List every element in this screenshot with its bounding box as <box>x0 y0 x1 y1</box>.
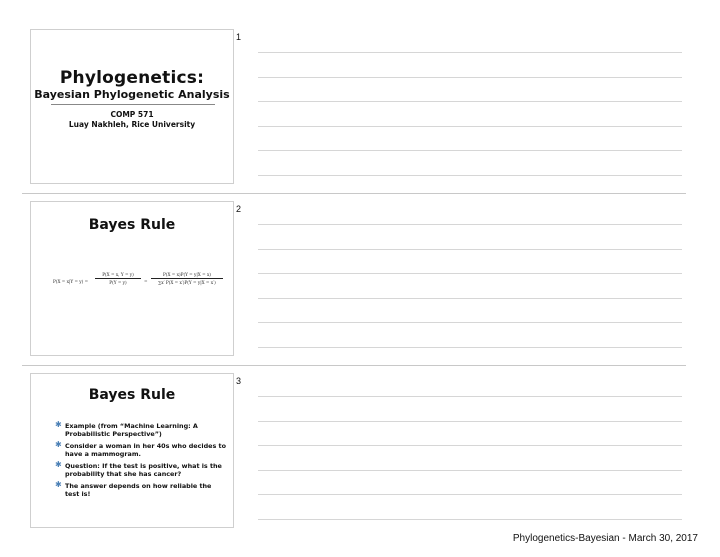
note-line <box>258 421 682 422</box>
fraction-numerator: P(X = x, Y = y) <box>102 272 134 277</box>
slide-number: 2 <box>236 204 242 214</box>
note-line <box>258 273 682 274</box>
bullet-item: ✱ Consider a woman in her 40s who decides to have a mammogram. <box>55 440 226 458</box>
course-code: COMP 571 <box>110 110 154 119</box>
note-line <box>258 52 682 53</box>
star-bullet-icon: ✱ <box>55 440 62 449</box>
slide-number: 3 <box>236 376 242 386</box>
slide-title: Bayes Rule <box>88 217 176 233</box>
formula-fraction-2 <box>151 272 223 285</box>
note-line <box>258 396 682 397</box>
note-line <box>258 126 682 127</box>
formula-fraction-1 <box>95 272 141 285</box>
slide-number: 1 <box>236 32 242 42</box>
fraction-denominator: ∑x′ P(X = x′)P(Y = y|X = x′) <box>158 280 216 285</box>
star-bullet-icon: ✱ <box>55 460 62 469</box>
note-line <box>258 445 682 446</box>
title-rule <box>51 104 215 105</box>
note-line <box>258 249 682 250</box>
note-line <box>258 470 682 471</box>
slide-block-3 <box>0 366 720 538</box>
note-line <box>258 224 682 225</box>
bullet-item: ✱ Question: If the test is positive, what is the probability that she has cancer? <box>55 460 222 478</box>
author-line: Luay Nakhleh, Rice University <box>68 120 196 129</box>
slide-thumbnail-1[interactable] <box>30 29 234 184</box>
page-footer: Phylogenetics-Bayesian - March 30, 2017 <box>512 533 698 544</box>
bullet-item: ✱ The answer depends on how reliable the test is! <box>55 480 212 498</box>
note-line <box>258 347 682 348</box>
slide-subtitle: Bayesian Phylogenetic Analysis <box>34 88 230 101</box>
note-line <box>258 77 682 78</box>
note-line <box>258 298 682 299</box>
slide-thumbnail-2[interactable] <box>30 201 234 356</box>
note-line <box>258 322 682 323</box>
slide-thumbnail-3[interactable] <box>30 373 234 528</box>
fraction-numerator: P(X = x)P(Y = y|X = x) <box>163 272 211 277</box>
note-line <box>258 494 682 495</box>
slide-block-2 <box>0 194 720 366</box>
bullet-list <box>55 422 227 502</box>
slide-title: Phylogenetics: <box>59 68 205 88</box>
note-line <box>258 175 682 176</box>
slide-title: Bayes Rule <box>88 387 176 403</box>
star-bullet-icon: ✱ <box>55 420 62 429</box>
fraction-denominator: P(Y = y) <box>109 280 127 285</box>
note-line <box>258 101 682 102</box>
bayes-formula <box>53 272 225 294</box>
note-line <box>258 519 682 520</box>
slide-block-1 <box>0 22 720 194</box>
note-line <box>258 150 682 151</box>
bullet-item: ✱ Example (from “Machine Learning: A Probabilistic Perspective”) <box>55 420 198 438</box>
star-bullet-icon: ✱ <box>55 480 62 489</box>
formula-lhs: P(X = x|Y = y) = <box>53 279 89 284</box>
formula-equals: = <box>144 279 148 284</box>
